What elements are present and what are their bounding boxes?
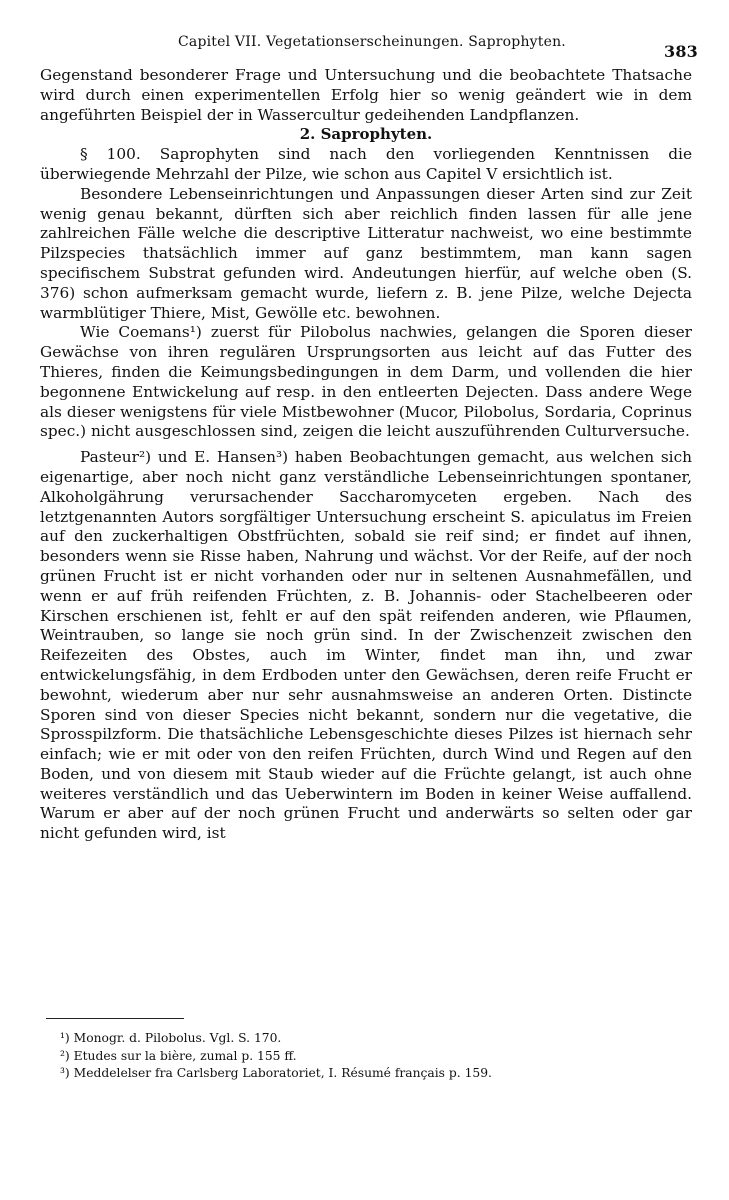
paragraph-coemans: Wie Coemans¹) zuerst für Pilobolus nachwies, gelangen die Sporen dieser Gewächse von ihren regulären Ursprungsorten aus leicht auf das Futter des Thieres, finden die Keimungsbedingungen in dem Darm, und vollenden die hier begonnene Entwickelung auf resp. in den entleerten Dejecten. Dass andere Wege als dieser wenigstens für viele Mistbewohner (Mucor, Pilobolus, Sordaria, Coprinus spec.) nicht ausgeschlossen sind, zeigen die leicht auszuführenden Culturversuche. <box>40 323 692 441</box>
footnotes <box>60 1030 660 1083</box>
footnote-2: ²) Etudes sur la bière, zumal p. 155 ff. <box>60 1048 297 1063</box>
section-heading: 2. Saprophyten. <box>299 125 433 144</box>
paragraph-pasteur-hansen: Pasteur²) und E. Hansen³) haben Beobachtungen gemacht, aus welchen sich eigenartige, aber noch nicht ganz verständliche Lebenseinrichtungen spontaner, Alkoholgährung verursachender Saccharomyceten ergeben. Nach des letztgenannten Autors sorgfältiger Untersuchung erscheint S. apiculatus im Freien auf den zuckerhaltigen Obstfrüchten, sobald sie reif sind; er findet auf ihnen, besonders wenn sie Risse haben, Nahrung und wächst. Vor der Reife, auf der noch grünen Frucht ist er nicht vorhanden oder nur in seltenen Ausnahmefällen, und wenn er auf früh reifenden Früchten, z. B. Johannis- oder Stachelbeeren oder Kirschen erschienen ist, fehlt er auf den spät reifenden anderen, wie Pflaumen, Weintrauben, so lange sie noch grün sind. In der Zwischenzeit zwischen den Reifezeiten des Obstes, auch im Winter, findet man ihn, und zwar entwickelungsfähig, in dem Erdboden unter den Gewächsen, deren reife Frucht er bewohnt, wiederum aber nur sehr ausnahmsweise an anderen Orten. Distincte Sporen sind von dieser Species nicht bekannt, sondern nur die vegetative, die Sprosspilzform. Die thatsächliche Lebensgeschichte dieses Pilzes ist hiernach sehr einfach; wie er mit oder von den reifen Früchten, durch Wind und Regen auf den Boden, und von diesem mit Staub wieder auf die Früchte gelangt, ist auch ohne weiteres verständlich und das Ueberwintern im Boden in keiner Weise auffallend. Warum er aber auf der noch grünen Frucht und anderwärts so selten oder gar nicht gefunden wird, ist <box>40 448 692 843</box>
paragraph-lebenseinrichtungen: Besondere Lebenseinrichtungen und Anpassungen dieser Arten sind zur Zeit wenig genau bekannt, dürften sich aber reichlich finden lassen für alle jene zahlreichen Fälle welche die descriptive Litteratur nachweist, wo eine bestimmte Pilzspecies thatsächlich immer auf ganz bestimmtem, man kann sagen specifischem Substrat gefunden wird. Andeutungen hierfür, auf welche oben (S. 376) schon aufmerksam gemacht wurde, liefern z. B. jene Pilze, welche Dejecta warmblütiger Thiere, Mist, Gewölle etc. bewohnen. <box>40 184 692 322</box>
footnote-divider <box>46 1018 184 1019</box>
page-number: 383 <box>664 42 698 61</box>
running-title: Capitel VII. Vegetationserscheinungen. Saprophyten. <box>178 34 566 50</box>
paragraph-section-100: § 100. Saprophyten sind nach den vorliegenden Kenntnissen die überwiegende Mehrzahl der Pilze, wie schon aus Capitel V ersichtlich ist. <box>40 145 692 183</box>
paragraph-continued: Gegenstand besonderer Frage und Untersuchung und die beobachtete Thatsache wird durch einen experimentellen Erfolg hier so wenig geändert wie in dem angeführten Beispiel der in Wassercultur gedeihenden Landpflanzen. <box>40 66 692 124</box>
footnote-1: ¹) Monogr. d. Pilobolus. Vgl. S. 170. <box>60 1031 282 1045</box>
footnote-3: ³) Meddelelser fra Carlsberg Laboratoriet, I. Résumé français p. 159. <box>60 1066 492 1080</box>
page-body <box>40 66 692 844</box>
